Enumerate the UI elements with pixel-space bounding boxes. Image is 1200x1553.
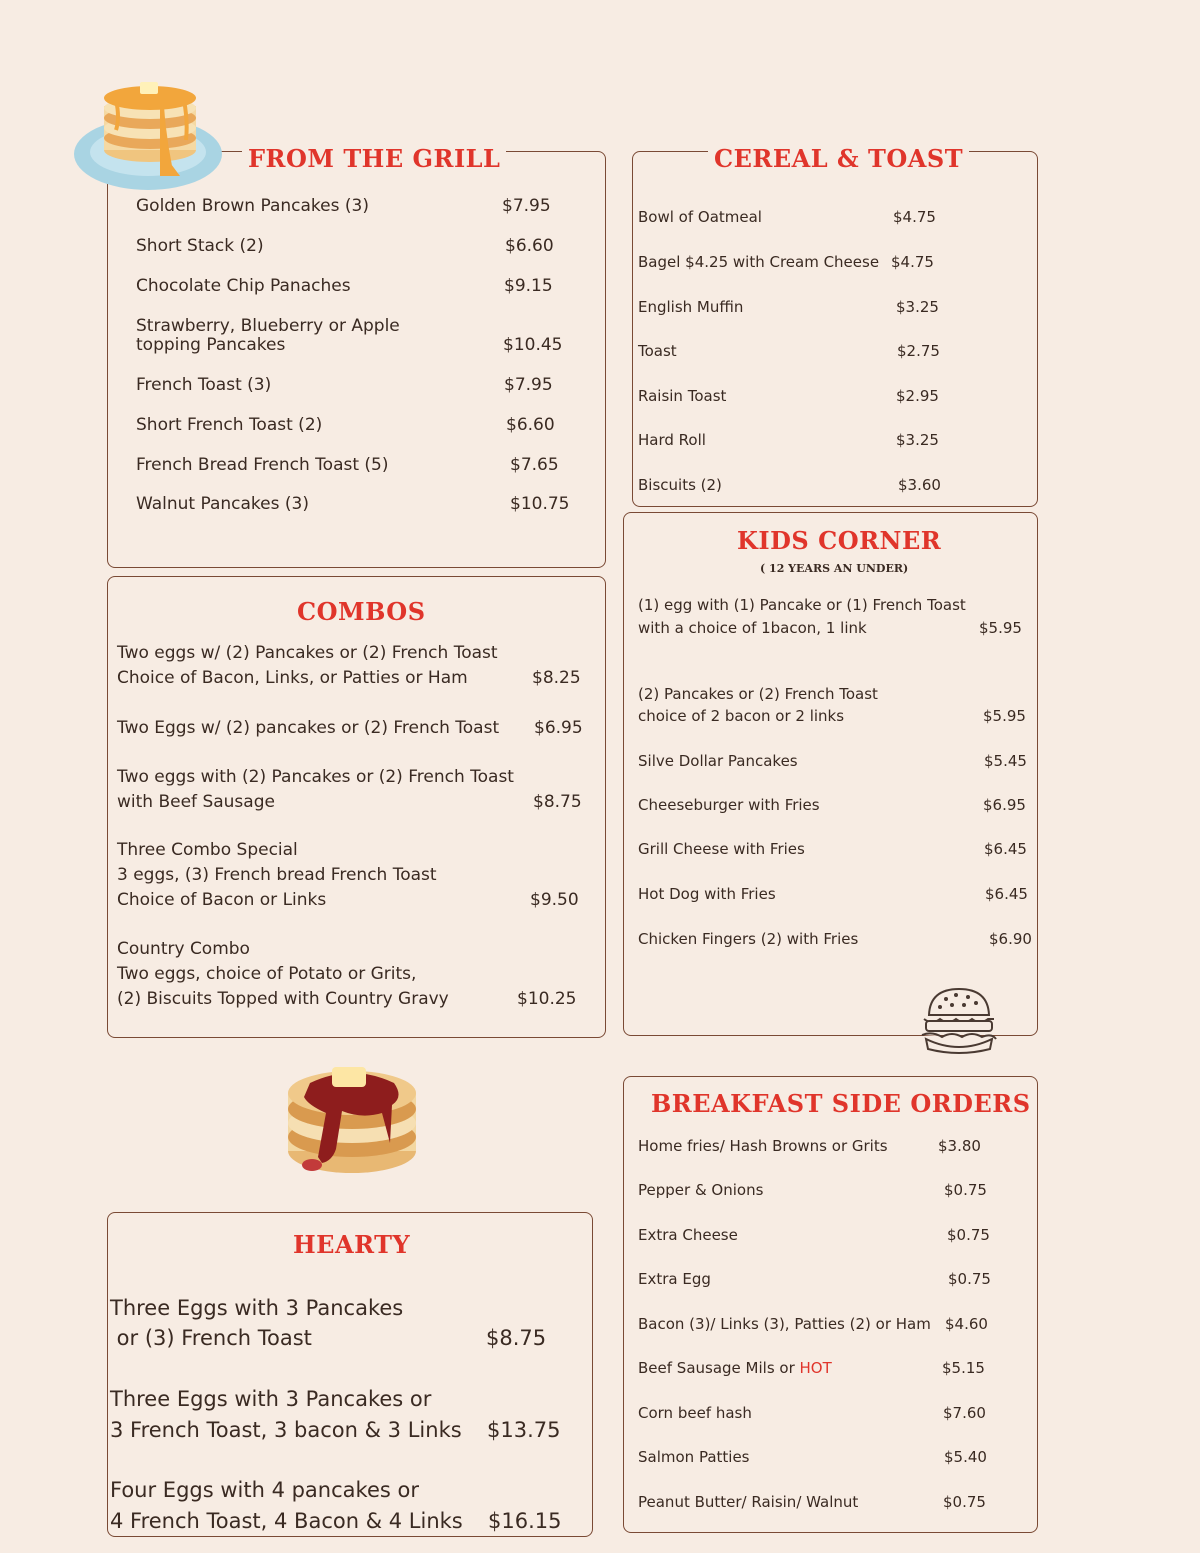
menu-item-name: Hard Roll: [638, 431, 706, 449]
menu-item-price: $6.60: [505, 236, 554, 256]
menu-item-price: $7.60: [943, 1404, 986, 1422]
hearty-item-line: Four Eggs with 4 pancakes or: [110, 1478, 419, 1502]
combo-line: Two Eggs w/ (2) pancakes or (2) French Toast: [117, 718, 500, 738]
menu-item-price: $10.75: [510, 494, 570, 514]
menu-item-price: $8.25: [532, 668, 581, 688]
menu-item-name: Walnut Pancakes (3): [136, 494, 309, 514]
menu-item-price: $5.40: [944, 1448, 987, 1466]
menu-item-price: $0.75: [943, 1493, 986, 1511]
menu-item-price: $10.45: [503, 335, 563, 355]
grill-title: FROM THE GRILL: [242, 145, 506, 173]
pancake-stack-icon: [72, 76, 228, 194]
menu-item-name: Bowl of Oatmeal: [638, 208, 762, 226]
menu-item-name: Extra Egg: [638, 1270, 711, 1288]
menu-item-price: $9.15: [504, 276, 553, 296]
kids-item-line: Silve Dollar Pancakes: [638, 752, 798, 770]
menu-item-price: $6.45: [985, 885, 1028, 903]
menu-item-name: Toast: [638, 342, 677, 360]
menu-item-price: $3.80: [938, 1137, 981, 1155]
hearty-item-line: Three Eggs with 3 Pancakes: [110, 1296, 404, 1320]
kids-item-line: Hot Dog with Fries: [638, 885, 776, 903]
combo-line: Choice of Bacon, Links, or Patties or Ham: [117, 668, 468, 688]
pancake-syrup-icon: [282, 1053, 424, 1179]
menu-item-name: English Muffin: [638, 298, 744, 316]
kids-item-line: Grill Cheese with Fries: [638, 840, 805, 858]
combo-line: with Beef Sausage: [117, 792, 275, 812]
kids-item-line: with a choice of 1bacon, 1 link: [638, 619, 867, 637]
hearty-item-line: Three Eggs with 3 Pancakes or: [110, 1387, 432, 1411]
menu-item-price: $3.25: [896, 431, 939, 449]
combo-line: (2) Biscuits Topped with Country Gravy: [117, 989, 449, 1009]
menu-item-name: Pepper & Onions: [638, 1181, 764, 1199]
cereal-section: [632, 151, 1038, 507]
menu-item-price: $16.15: [488, 1509, 562, 1533]
menu-item-price: $5.15: [942, 1359, 985, 1377]
menu-item-price: $4.75: [893, 208, 936, 226]
menu-item-name-line2: topping Pancakes: [136, 335, 286, 355]
menu-item-price: $7.95: [504, 375, 553, 395]
menu-item-price: $7.65: [510, 455, 559, 475]
hot-label: HOT: [799, 1359, 832, 1377]
kids-item-line: Chicken Fingers (2) with Fries: [638, 930, 859, 948]
kids-subtitle: ( 12 YEARS AN UNDER): [760, 562, 909, 575]
menu-item-price: $8.75: [486, 1326, 547, 1350]
kids-title: KIDS CORNER: [737, 526, 942, 555]
menu-item-price: $0.75: [948, 1270, 991, 1288]
kids-section: [623, 512, 1038, 1036]
menu-item-name: Corn beef hash: [638, 1404, 752, 1422]
menu-item-price: $2.95: [896, 387, 939, 405]
menu-item-price: $3.60: [898, 476, 941, 494]
combo-line: Choice of Bacon or Links: [117, 890, 327, 910]
menu-item-price: $4.75: [891, 253, 934, 271]
menu-item-name: Chocolate Chip Panaches: [136, 276, 351, 296]
menu-item-name: French Bread French Toast (5): [136, 455, 389, 475]
menu-item-price: $8.75: [533, 792, 582, 812]
menu-item-name: Raisin Toast: [638, 387, 727, 405]
combo-line: Three Combo Special: [117, 840, 298, 860]
kids-item-line: Cheeseburger with Fries: [638, 796, 820, 814]
menu-item-price: $6.45: [984, 840, 1027, 858]
menu-item-name: Extra Cheese: [638, 1226, 738, 1244]
menu-item-name: Short French Toast (2): [136, 415, 323, 435]
combo-line: Two eggs w/ (2) Pancakes or (2) French Toast: [117, 643, 498, 663]
side-item-text: Beef Sausage Mils or: [638, 1359, 800, 1377]
menu-item-price: $6.60: [506, 415, 555, 435]
menu-item-price: $2.75: [897, 342, 940, 360]
menu-item-name: Salmon Patties: [638, 1448, 750, 1466]
kids-item-line: choice of 2 bacon or 2 links: [638, 707, 845, 725]
hearty-item-line: 3 French Toast, 3 bacon & 3 Links: [110, 1418, 462, 1442]
burger-icon: [916, 985, 1002, 1055]
menu-item-price: $7.95: [502, 196, 551, 216]
menu-item-name: Bagel $4.25 with Cream Cheese: [638, 253, 880, 271]
menu-item-name: Home fries/ Hash Browns or Grits: [638, 1137, 888, 1155]
kids-item-line: (1) egg with (1) Pancake or (1) French Toast: [638, 596, 966, 614]
hearty-item-line: 4 French Toast, 4 Bacon & 4 Links: [110, 1509, 463, 1533]
menu-item-price: $6.95: [983, 796, 1026, 814]
menu-item-price: $6.90: [989, 930, 1032, 948]
hearty-title: HEARTY: [293, 1230, 411, 1259]
menu-item-name: Short Stack (2): [136, 236, 264, 256]
menu-item-price: $0.75: [947, 1226, 990, 1244]
sides-title: BREAKFAST SIDE ORDERS: [651, 1089, 1031, 1118]
menu-item-price: $5.45: [984, 752, 1027, 770]
menu-item-price: $5.95: [983, 707, 1026, 725]
cereal-title: CEREAL & TOAST: [708, 145, 969, 173]
menu-item-price: $0.75: [944, 1181, 987, 1199]
menu-item-price: $3.25: [896, 298, 939, 316]
combos-title: COMBOS: [297, 597, 426, 626]
menu-item-price: $10.25: [517, 989, 577, 1009]
hearty-item-line: or (3) French Toast: [110, 1326, 312, 1350]
menu-item-price: $9.50: [530, 890, 579, 910]
menu-item-name: Bacon (3)/ Links (3), Patties (2) or Ham: [638, 1315, 931, 1333]
combo-line: Two eggs, choice of Potato or Grits,: [117, 964, 417, 984]
kids-item-line: (2) Pancakes or (2) French Toast: [638, 685, 878, 703]
menu-item-name: Golden Brown Pancakes (3): [136, 196, 369, 216]
menu-item-price: $13.75: [487, 1418, 561, 1442]
menu-item-name: Biscuits (2): [638, 476, 722, 494]
menu-item-name: Strawberry, Blueberry or Apple: [136, 316, 400, 336]
menu-item-price: $5.95: [979, 619, 1022, 637]
menu-item-price: $6.95: [534, 718, 583, 738]
menu-item-name: French Toast (3): [136, 375, 272, 395]
menu-item-name: Peanut Butter/ Raisin/ Walnut: [638, 1493, 859, 1511]
combo-line: 3 eggs, (3) French bread French Toast: [117, 865, 437, 885]
combo-line: Country Combo: [117, 939, 250, 959]
menu-item-price: $4.60: [945, 1315, 988, 1333]
menu-item-name: [638, 1357, 832, 1379]
combo-line: Two eggs with (2) Pancakes or (2) French Toast: [117, 767, 514, 787]
